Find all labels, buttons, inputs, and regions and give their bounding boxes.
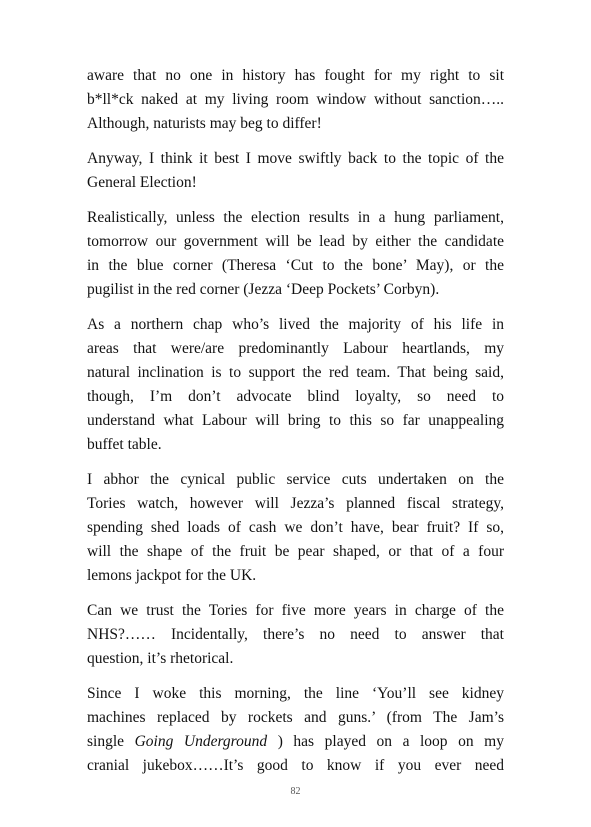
text-line: Anyway, I think it best I move swiftly back to the topic of the [87, 150, 504, 167]
text-line: understand what Labour will bring to this so far unappealing [87, 412, 504, 429]
text-fragment: ) has played on a loop on my [267, 733, 504, 750]
text-line: machines replaced by rockets and guns.’ (from The Jam’s [87, 709, 504, 726]
body-text [87, 64, 504, 789]
text-line: though, I’m don’t advocate blind loyalty, so need to [87, 388, 504, 405]
text-line [87, 730, 504, 754]
paragraph [87, 313, 504, 457]
text-line: question, it’s rhetorical. [87, 650, 234, 667]
paragraph [87, 64, 504, 136]
text-line: Can we trust the Tories for five more years in charge of the [87, 602, 504, 619]
text-line: Realistically, unless the election results in a hung parliament, [87, 209, 504, 226]
text-line: As a northern chap who’s lived the majority of his life in [87, 316, 504, 333]
paragraph [87, 206, 504, 302]
song-title: Going Underground [134, 733, 268, 750]
text-line: pugilist in the red corner (Jezza ‘Deep Pockets’ Corbyn). [87, 281, 440, 298]
text-line: tomorrow our government will be lead by either the candidate [87, 233, 504, 250]
text-fragment: single [87, 733, 135, 750]
text-line: General Election! [87, 174, 197, 191]
text-line: Since I woke this morning, the line ‘You’ll see kidney [87, 685, 504, 702]
text-line: cranial jukebox……It’s good to know if you ever need [87, 757, 504, 774]
text-line: will the shape of the fruit be pear shaped, or that of a four [87, 543, 504, 560]
text-line: natural inclination is to support the red team. That being said, [87, 364, 504, 381]
text-line: in the blue corner (Theresa ‘Cut to the bone’ May), or the [87, 257, 504, 274]
text-line: I abhor the cynical public service cuts undertaken on the [87, 471, 504, 488]
text-line: buffet table. [87, 436, 162, 453]
text-line: areas that were/are predominantly Labour heartlands, my [87, 340, 504, 357]
paragraph [87, 147, 504, 195]
paragraph [87, 599, 504, 671]
text-line: spending shed loads of cash we don’t have, bear fruit? If so, [87, 519, 504, 536]
page-number: 82 [290, 786, 301, 797]
text-line: b*ll*ck naked at my living room window without sanction….. [87, 91, 504, 108]
text-line: lemons jackpot for the UK. [87, 567, 257, 584]
paragraph [87, 468, 504, 588]
text-line: Tories watch, however will Jezza’s planned fiscal strategy, [87, 495, 504, 512]
paragraph [87, 682, 504, 778]
text-line: aware that no one in history has fought for my right to sit [87, 67, 504, 84]
text-line: Although, naturists may beg to differ! [87, 115, 322, 132]
text-line: NHS?…… Incidentally, there’s no need to answer that [87, 626, 504, 643]
